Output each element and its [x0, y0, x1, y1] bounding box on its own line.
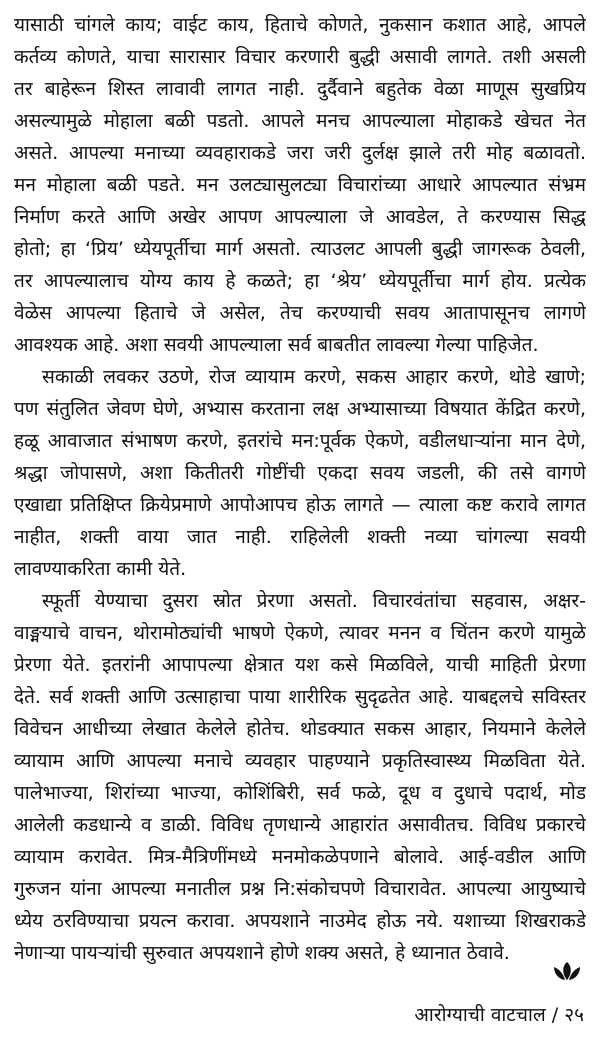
- text-line: सकाळी लवकर उठणे, रोज व्यायाम करणे, सकस आहार करणे, थोडे खाणे;: [42, 366, 586, 388]
- text-line: कर्तव्य कोणते, याचा सारासार विचार करणारी बुद्धी असावी लागते. तशी असली: [14, 46, 586, 68]
- text-line: श्रद्धा जोपासणे, अशा कितीतरी गोष्टींची एकदा सवय जडली, की तसे वागणे: [14, 462, 586, 484]
- text-line: असते. आपल्या मनाच्या व्यवहाराकडे जरा जरी दुर्लक्ष झाले तरी मोह बळावतो.: [14, 142, 586, 164]
- text-line: आवश्यक आहे. अशा सवयी आपल्याला सर्व बाबतीत लावल्या गेल्या पाहिजेत.: [14, 334, 539, 356]
- text-line: व्यायाम आणि आपल्या मनाचे व्यवहार पाहण्याने प्रकृतिस्वास्थ्य मिळविता येते.: [14, 750, 586, 772]
- text-line: स्फूर्ती येण्याचा दुसरा स्रोत प्रेरणा असतो. विचारवंतांचा सहवास, अक्षर-: [42, 590, 586, 612]
- text-line: निर्माण करते आणि अखेर आपण आपल्याला जे आवडेल, ते करण्यास सिद्ध: [14, 206, 586, 228]
- text-line: लावण्याकरिता कामी येते.: [14, 558, 187, 580]
- text-line: गुरुजन यांना आपल्या मनातील प्रश्न नि:संकोचपणे विचारावेत. आपल्या आयुष्याचे: [14, 878, 586, 900]
- text-line: असल्यामुळे मोहाला बळी पडतो. आपले मनच आपल्याला मोहाकडे खेचत नेत: [14, 110, 586, 132]
- text-line: तर आपल्यालाच योग्य काय हे कळते; हा ‘श्रेय’ ध्येयपूर्तीचा मार्ग होय. प्रत्येक: [14, 270, 586, 292]
- text-line: देते. सर्व शक्ती आणि उत्साहाचा पाया शारीरिक सुदृढतेत आहे. याबद्दलचे सविस्तर: [14, 686, 586, 708]
- text-line: नेणाऱ्या पायऱ्यांची सुरुवात अपयशाने होणे शक्य असते, हे ध्यानात ठेवावे.: [14, 942, 510, 964]
- text-line: तर बाहेरून शिस्त लावावी लागत नाही. दुर्दैवाने बहुतेक वेळा माणूस सुखप्रिय: [14, 78, 586, 100]
- text-line: यासाठी चांगले काय; वाईट काय, हिताचे कोणते, नुकसान कशात आहे, आपले: [14, 14, 586, 36]
- text-line: पालेभाज्या, शिरांच्या भाज्या, कोशिंबिरी, सर्व फळे, दूध व दुधाचे पदार्थ, मोड: [14, 782, 586, 804]
- text-line: वाङ्मयाचे वाचन, थोरामोठ्यांची भाषणे ऐकणे, त्यावर मनन व चिंतन करणे यामुळे: [14, 622, 586, 644]
- text-line: प्रेरणा येते. इतरांनी आपापल्या क्षेत्रात यश कसे मिळविले, याची माहिती प्रेरणा: [14, 654, 586, 676]
- text-line: हळू आवाजात संभाषण करणे, इतरांचे मन:पूर्वक ऐकणे, वडीलधाऱ्यांना मान देणे,: [14, 430, 586, 452]
- lotus-ornament-icon: [552, 960, 582, 984]
- text-line: आलेली कडधान्ये व डाळी. विविध तृणधान्ये आहारांत असावीतच. विविध प्रकारचे: [14, 814, 586, 836]
- text-line: नाहीत, शक्ती वाया जात नाही. राहिलेली शक्ती नव्या चांगल्या सवयी: [14, 526, 586, 548]
- text-line: पण संतुलित जेवण घेणे, अभ्यास करताना लक्ष अभ्यासाच्या विषयात केंद्रित करणे,: [14, 398, 586, 420]
- text-line: होतो; हा ‘प्रिय’ ध्येयपूर्तीचा मार्ग असतो. त्याउलट आपली बुद्धी जागरूक ठेवली,: [14, 238, 586, 260]
- text-line: विवेचन आधीच्या लेखात केलेले होतेच. थोडक्यात सकस आहार, नियमाने केलेले: [14, 718, 586, 740]
- text-line: व्यायाम करावेत. मित्र-मैत्रिणींमध्ये मनमोकळेपणाने बोलावे. आई-वडील आणि: [14, 846, 586, 868]
- page-footer: आरोग्याची वाटचाल / २५: [414, 1004, 584, 1026]
- text-line: मन मोहाला बळी पडते. मन उलट्यासुलट्या विचारांच्या आधारे आपल्यात संभ्रम: [14, 174, 586, 196]
- text-line: ध्येय ठरविण्याचा प्रयत्न करावा. अपयशाने नाउमेद होऊ नये. यशाच्या शिखराकडे: [14, 910, 586, 932]
- text-line: वेळेस आपल्या हिताचे जे असेल, तेच करण्याची सवय आतापासूनच लागणे: [14, 302, 586, 324]
- text-line: एखाद्या प्रतिक्षिप्त क्रियेप्रमाणे आपोआपच होऊ लागते — त्याला कष्ट करावे लागत: [14, 494, 586, 516]
